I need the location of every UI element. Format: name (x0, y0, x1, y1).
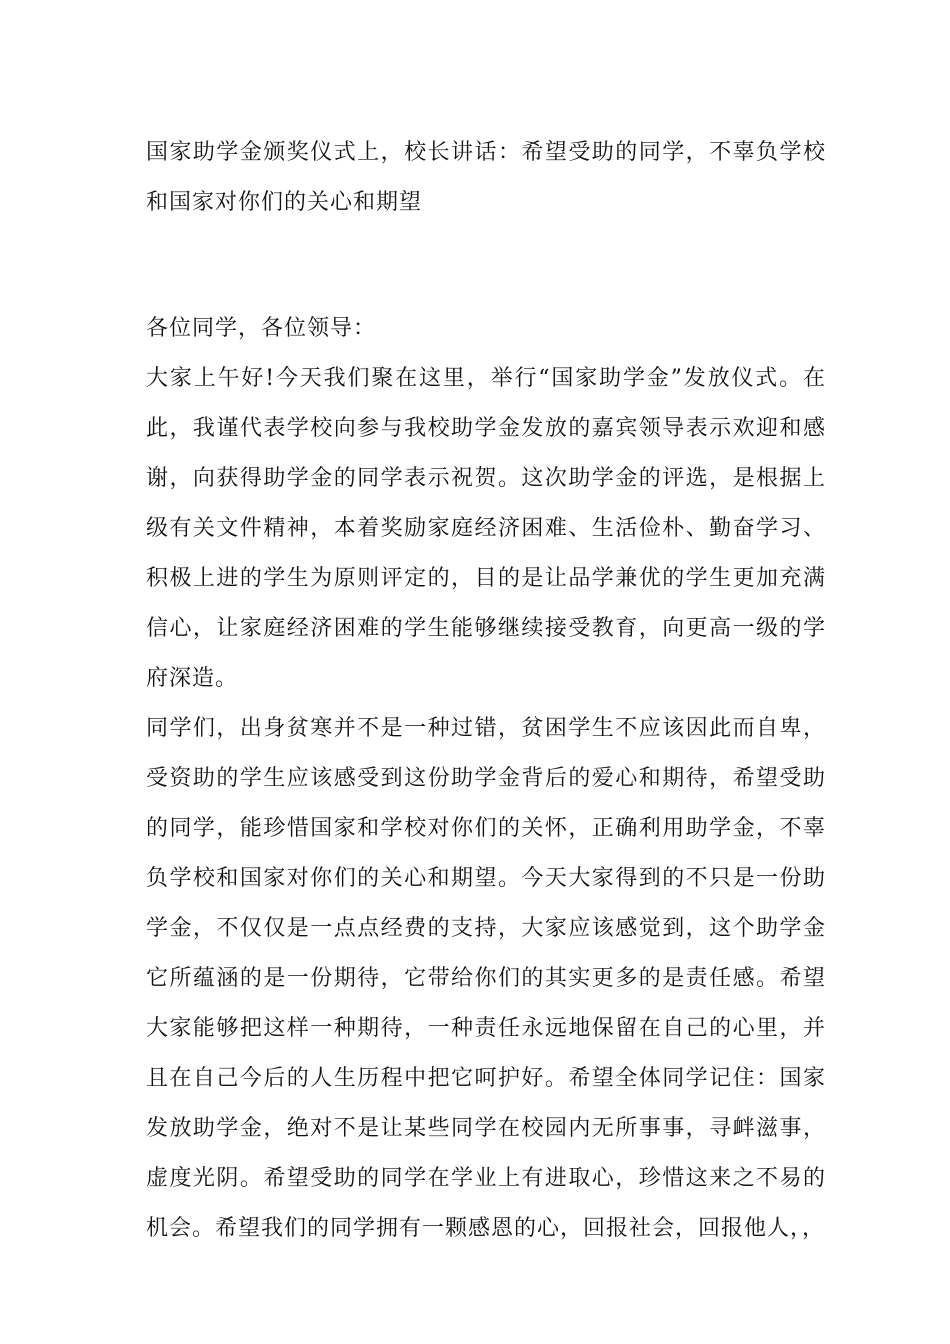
document-body (146, 128, 826, 1254)
salutation-paragraph: 各位同学，各位领导： (146, 316, 377, 341)
body-paragraph-2: 同学们，出身贫寒并不是一种过错，贫困学生不应该因此而自卑，受资助的学生应该感受到这份助学金背后的爱心和期待，希望受助的同学，能珍惜国家和学校对你们的关怀，正确利用助学金，不辜负学校和国家对你们的关心和期望。今天大家得到的不只是一份助学金，不仅仅是一点点经费的支持，大家应该感觉到，这个助学金它所蕴涵的是一份期待，它带给你们的其实更多的是责任感。希望大家能够把这样一种期待，一种责任永远地保留在自己的心里，并且在自己今后的人生历程中把它呵护好。希望全体同学记住：国家发放助学金，绝对不是让某些同学在校园内无所事事，寻衅滋事，虚度光阴。希望受助的同学在学业上有进取心，珍惜这来之不易的机会。希望我们的同学拥有一颗感恩的心，回报社会，回报他人，， (146, 716, 826, 1241)
document-title: 国家助学金颁奖仪式上，校长讲话：希望受助的同学，不辜负学校和国家对你们的关心和期望 (146, 140, 826, 215)
body-paragraph-1: 大家上午好!今天我们聚在这里，举行“国家助学金”发放仪式。在此，我谨代表学校向参与我校助学金发放的嘉宾领导表示欢迎和感谢，向获得助学金的同学表示祝贺。这次助学金的评选，是根据上级有关文件精神，本着奖励家庭经济困难、生活俭朴、勤奋学习、积极上进的学生为原则评定的，目的是让品学兼优的学生更加充满信心，让家庭经济困难的学生能够继续接受教育，向更高一级的学府深造。 (146, 366, 826, 691)
